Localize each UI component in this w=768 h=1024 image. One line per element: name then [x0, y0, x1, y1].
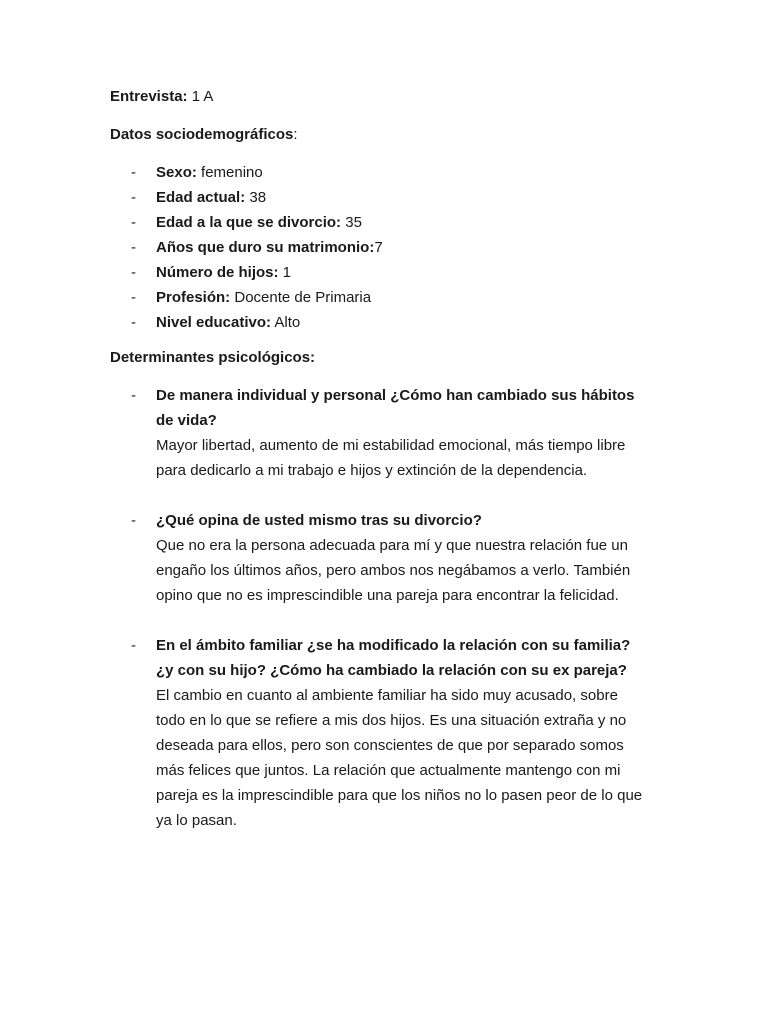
socio-list: [110, 160, 670, 335]
psico-list: [110, 383, 670, 833]
question-block: [110, 508, 670, 608]
item-value: 38: [245, 189, 267, 206]
answer-line: Mayor libertad, aumento de mi estabilidad emocional, más tiempo libre: [156, 437, 626, 454]
socio-heading-colon: :: [293, 126, 298, 143]
item-label: Años que duro su matrimonio:: [156, 239, 375, 256]
item-value: Docente de Primaria: [230, 289, 372, 306]
list-item: [110, 210, 670, 235]
psico-heading: [110, 345, 670, 370]
list-item: [110, 260, 670, 285]
item-label: Sexo:: [156, 164, 197, 181]
answer-line: El cambio en cuanto al ambiente familiar ha sido muy acusado, sobre: [156, 687, 618, 704]
interview-value: 1 A: [187, 88, 214, 105]
answer-line: ya lo pasan.: [156, 812, 237, 829]
question-block: [110, 383, 670, 483]
item-label: Edad a la que se divorcio:: [156, 214, 342, 231]
answer-line: pareja es la imprescindible para que los niños no lo pasen peor de lo que: [156, 787, 643, 804]
item-label: Nivel educativo:: [156, 314, 272, 331]
question-block: [110, 633, 670, 833]
psico-heading-text: Determinantes psicológicos:: [110, 349, 316, 366]
item-value: 7: [374, 239, 383, 256]
item-value: Alto: [271, 314, 301, 331]
question-line: - En el ámbito familiar ¿se ha modificado la relación con su familia?: [156, 637, 631, 654]
item-value: femenino: [196, 164, 263, 181]
item-label: Profesión:: [156, 289, 231, 306]
item-label: Número de hijos:: [156, 264, 279, 281]
item-label: Edad actual:: [156, 189, 246, 206]
item-value: 35: [341, 214, 362, 231]
document-page: [110, 84, 670, 858]
interview-id: [110, 84, 670, 109]
list-item: [110, 235, 670, 260]
answer-line: Que no era la persona adecuada para mí y que nuestra relación fue un: [156, 537, 628, 554]
list-item: [110, 160, 670, 185]
answer-line: deseada para ellos, pero son conscientes de que por separado somos: [156, 737, 624, 754]
interview-label: Entrevista:: [110, 88, 188, 105]
answer-line: opino que no es imprescindible una pareja para encontrar la felicidad.: [156, 587, 619, 604]
question-line: de vida?: [156, 412, 217, 429]
question-line: - De manera individual y personal ¿Cómo han cambiado sus hábitos: [156, 387, 635, 404]
socio-heading: [110, 122, 670, 147]
list-item: [110, 285, 670, 310]
answer-line: más felices que juntos. La relación que actualmente mantengo con mi: [156, 762, 621, 779]
list-item: [110, 310, 670, 335]
question-line: ¿y con su hijo? ¿Cómo ha cambiado la relación con su ex pareja?: [156, 662, 627, 679]
socio-heading-text: Datos sociodemográficos: [110, 126, 294, 143]
question-line: - ¿Qué opina de usted mismo tras su divorcio?: [156, 512, 482, 529]
answer-line: todo en lo que se refiere a mis dos hijos. Es una situación extraña y no: [156, 712, 627, 729]
item-value: 1: [278, 264, 292, 281]
answer-line: para dedicarlo a mi trabajo e hijos y extinción de la dependencia.: [156, 462, 588, 479]
answer-line: engaño los últimos años, pero ambos nos negábamos a verlo. También: [156, 562, 631, 579]
list-item: [110, 185, 670, 210]
